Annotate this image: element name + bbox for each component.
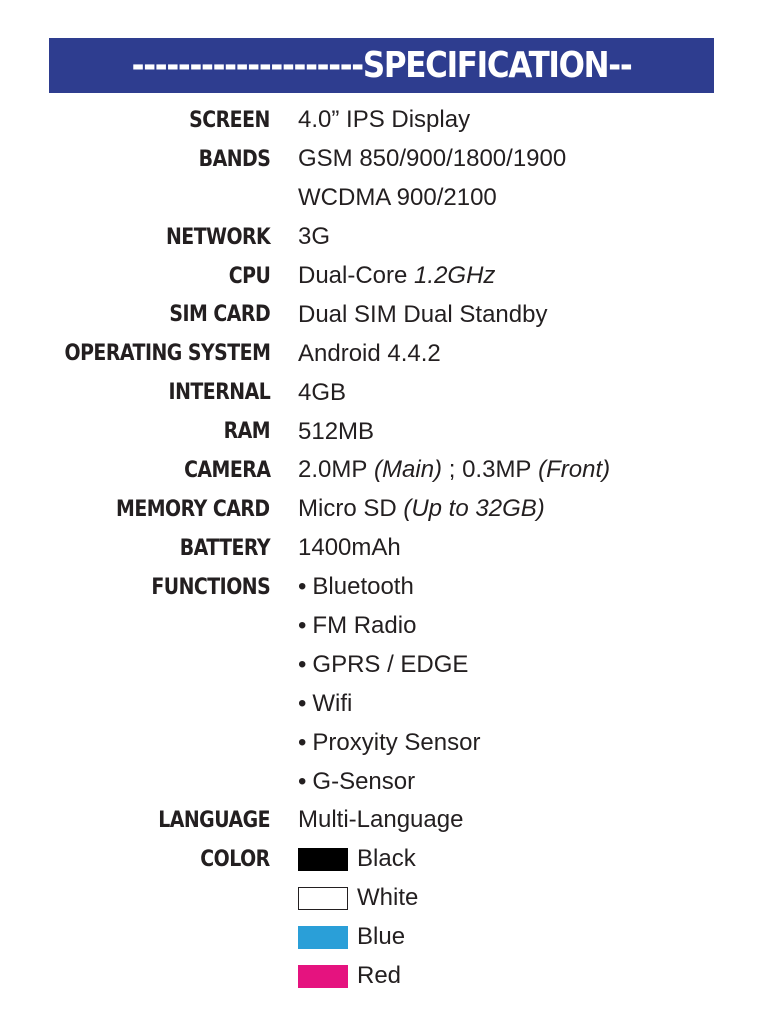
spec-row-bands	[0, 140, 762, 179]
spec-header-title: --------------------SPECIFICATION--	[131, 44, 632, 86]
bullet-icon: •	[298, 767, 307, 795]
spec-row-bands-cont	[0, 179, 762, 218]
function-item: • FM Radio	[298, 612, 417, 640]
spec-row-functions-cont	[0, 762, 762, 801]
spec-row-memory	[0, 490, 762, 529]
color-swatch-red	[298, 965, 348, 988]
spec-table	[0, 101, 762, 995]
bullet-icon: •	[298, 573, 307, 601]
spec-row-functions-cont	[0, 607, 762, 646]
spec-label-color: COLOR	[200, 846, 270, 872]
color-option-red: Red	[298, 962, 401, 990]
cpu-cores: Dual-Core	[298, 262, 408, 289]
spec-value-bands-gsm: GSM 850/900/1800/1900	[298, 145, 567, 173]
spec-value-sim: Dual SIM Dual Standby	[298, 300, 548, 328]
spec-label-network: NETWORK	[165, 224, 270, 250]
spec-value-screen: 4.0” IPS Display	[298, 106, 471, 134]
spec-label-functions: FUNCTIONS	[151, 574, 270, 600]
function-item: • Wifi	[298, 689, 353, 717]
cpu-speed: 1.2GHz	[414, 262, 496, 289]
camera-separator: ;	[448, 456, 456, 484]
spec-label-memory: MEMORY CARD	[116, 496, 270, 522]
memory-value: Micro SD	[298, 495, 397, 523]
spec-label-os: OPERATING SYSTEM	[64, 341, 270, 367]
spec-label-bands: BANDS	[198, 146, 270, 172]
bullet-icon: •	[298, 728, 307, 756]
function-item: • G-Sensor	[298, 767, 416, 795]
spec-row-color-cont	[0, 879, 762, 918]
spec-row-color-cont	[0, 957, 762, 996]
function-item: • Bluetooth	[298, 573, 414, 601]
spec-label-language: LANGUAGE	[158, 807, 270, 833]
spec-row-camera	[0, 451, 762, 490]
spec-row-sim	[0, 295, 762, 334]
spec-label-battery: BATTERY	[179, 535, 270, 561]
spec-row-functions-cont	[0, 684, 762, 723]
spec-label-ram: RAM	[223, 419, 270, 445]
spec-value-network: 3G	[298, 223, 331, 251]
spec-row-functions-cont	[0, 645, 762, 684]
spec-row-functions	[0, 568, 762, 607]
camera-front-note: (Front)	[538, 456, 611, 484]
spec-label-screen: SCREEN	[189, 107, 270, 133]
spec-row-language	[0, 801, 762, 840]
function-item: • GPRS / EDGE	[298, 650, 469, 678]
memory-note: (Up to 32GB)	[403, 495, 545, 523]
spec-value-bands-wcdma: WCDMA 900/2100	[298, 184, 497, 212]
spec-label-internal: INTERNAL	[168, 380, 270, 406]
spec-value-ram: 512MB	[298, 417, 375, 445]
spec-row-os	[0, 334, 762, 373]
spec-row-ram	[0, 412, 762, 451]
spec-value-internal: 4GB	[298, 378, 347, 406]
camera-main-value: 2.0MP	[298, 456, 368, 484]
color-option-black: Black	[298, 845, 416, 873]
bullet-icon: •	[298, 650, 307, 678]
spec-value-cpu	[298, 262, 495, 290]
spec-value-os: Android 4.4.2	[298, 339, 441, 367]
spec-value-memory	[298, 495, 545, 523]
spec-row-functions-cont	[0, 723, 762, 762]
bullet-icon: •	[298, 612, 307, 640]
spec-row-battery	[0, 529, 762, 568]
color-swatch-black	[298, 848, 348, 871]
spec-value-battery: 1400mAh	[298, 534, 401, 562]
color-swatch-white	[298, 887, 348, 910]
function-item: • Proxyity Sensor	[298, 728, 481, 756]
bullet-icon: •	[298, 689, 307, 717]
camera-front-value: 0.3MP	[462, 456, 532, 484]
color-option-white: White	[298, 884, 418, 912]
spec-row-cpu	[0, 257, 762, 296]
spec-label-cpu: CPU	[228, 263, 270, 289]
spec-label-camera: CAMERA	[183, 457, 270, 483]
spec-label-sim: SIM CARD	[169, 302, 270, 328]
spec-row-internal	[0, 373, 762, 412]
spec-row-screen	[0, 101, 762, 140]
spec-value-language: Multi-Language	[298, 806, 464, 834]
spec-row-color-cont	[0, 918, 762, 957]
spec-row-color	[0, 840, 762, 879]
spec-value-camera	[298, 456, 610, 484]
color-swatch-blue	[298, 926, 348, 949]
spec-row-network	[0, 218, 762, 257]
spec-header-banner	[49, 38, 714, 93]
camera-main-note: (Main)	[374, 456, 443, 484]
color-option-blue: Blue	[298, 923, 405, 951]
